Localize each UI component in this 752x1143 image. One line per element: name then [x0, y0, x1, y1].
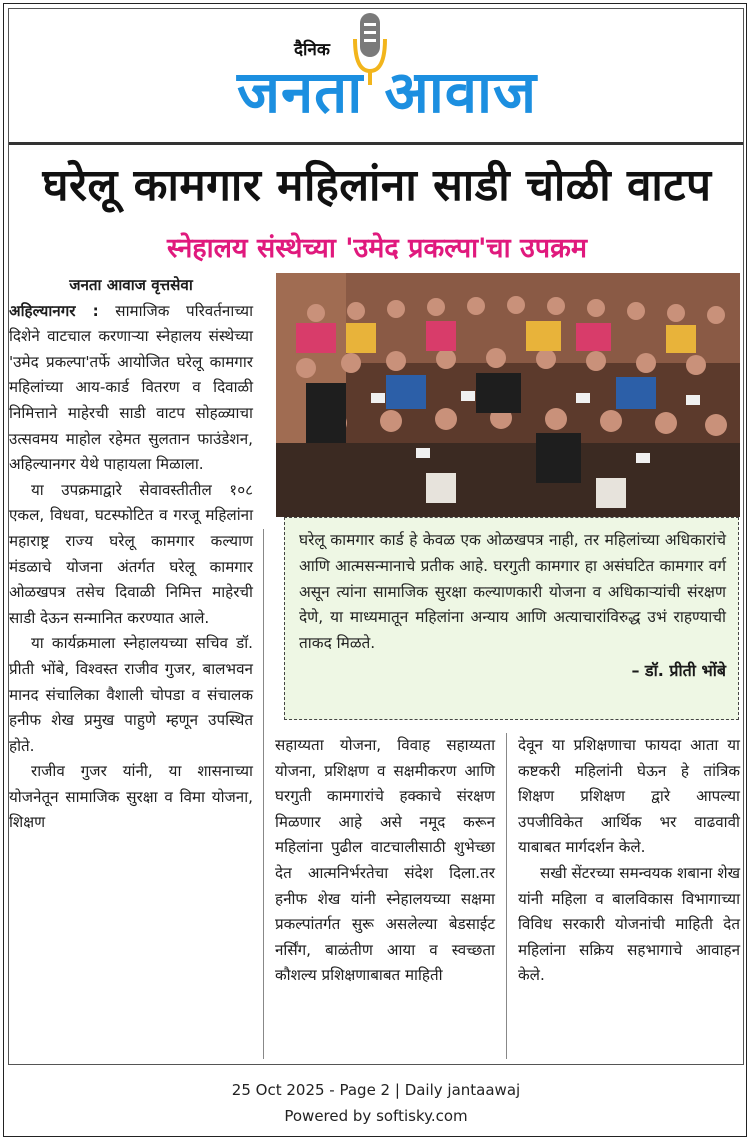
article-headline: घरेलू कामगार महिलांना साडी चोळी वाटप — [42, 160, 712, 211]
article-paragraph: सहाय्यता योजना, विवाह सहाय्यता योजना, प्रशिक्षण व सक्षमीकरण आणि घरगुती कामगारांचे हक्काचे संरक्षण मिळणार आहे असे नमूद करून महिलांना पुढील वाटचालीसाठी शुभेच्छा देत आत्मनिर्भरतेचा संदेश दिला.तर हनीफ शेख यांनी स्नेहालयच्या सक्षमा प्रकल्पांतर्गत सुरू असलेल्या बेडसाईट नर्सिंग, बाळंतीण आया व स्वच्छता कौशल्य प्रशिक्षणाबाबत माहिती — [275, 736, 495, 985]
article-column-2 — [275, 733, 495, 989]
masthead-divider — [9, 142, 744, 145]
group-photo — [276, 273, 740, 517]
article-byline: जनता आवाज वृत्तसेवा — [69, 276, 193, 294]
column-divider — [506, 733, 507, 1059]
article-column-3 — [518, 733, 740, 989]
masthead — [9, 9, 744, 144]
page-footer — [0, 1077, 752, 1129]
pull-quote-box — [284, 517, 739, 720]
article-paragraph — [9, 299, 253, 478]
article-paragraph: देवून या प्रशिक्षणाचा फायदा आता या कष्टकरी महिलांनी घेऊन हे तांत्रिक शिक्षण प्रशिक्षण द्वारे आपल्या उपजीविकेत आर्थिक भर वाढवावी याबाबत मार्गदर्शन केले. — [518, 736, 740, 857]
article-paragraph-text: सामाजिक परिवर्तनाच्या दिशेने वाटचाल करणाऱ्या स्नेहालय संस्थेच्या 'उमेद प्रकल्पा'तर्फे आयोजित घरेलू कामगार महिलांच्या आय-कार्ड वितरण व दिवाळी निमित्ताने माहेरची साडी वाटप सोहळ्याचा उत्सवमय माहोल रहेमत सुलतान फाउंडेशन, अहिल्यानगर येथे पाहायला मिळाला. — [9, 301, 254, 474]
footer-date-page: 25 Oct 2025 - Page 2 | Daily jantaawaj — [231, 1081, 521, 1099]
newspaper-page — [8, 8, 744, 1065]
article-paragraph: राजीव गुजर यांनी, या शासनाच्या योजनेतून सामाजिक सुरक्षा व विमा योजना, शिक्षण — [9, 762, 253, 832]
column-divider — [263, 529, 264, 1059]
article-subheadline: स्नेहालय संस्थेच्या 'उमेद प्रकल्पा'चा उपक्रम — [167, 233, 587, 264]
footer-powered-by[interactable]: Powered by softisky.com — [284, 1107, 468, 1125]
masthead-title: जनता आवाज — [236, 58, 538, 126]
article-paragraph: या उपक्रमाद्वारे सेवावस्तीतील १०८ एकल, विधवा, घटस्फोटित व गरजू महिलांना महाराष्ट्र राज्य घरेलू कामगार कल्याण मंडळाचे योजना अंतर्गत घरेलू कामगार ओळखपत्र तसेच दिवाळी निमित्त माहेरची साडी देऊन सन्मानित करण्यात आले. — [9, 480, 253, 627]
article-column-1 — [9, 273, 253, 836]
pull-quote-author: – डॉ. प्रीती भोंबे — [631, 660, 726, 680]
masthead-prefix: दैनिक — [294, 40, 330, 60]
article-paragraph: सखी सेंटरच्या समन्वयक शबाना शेख यांनी महिला व बालविकास विभागाच्या विविध सरकारी योजनांची माहिती देत महिलांना सक्रिय सहभागाचे आवाहन केले. — [518, 863, 740, 985]
article-paragraph: या कार्यक्रमाला स्नेहालयच्या सचिव डॉ. प्रीती भोंबे, विश्वस्त राजीव गुजर, बालभवन मानद संचालिका वैशाली चोपडा व संचालक हनीफ शेख प्रमुख पाहुणे म्हणून उपस्थित होते. — [9, 634, 253, 755]
pull-quote-text: घरेलू कामगार कार्ड हे केवळ एक ओळखपत्र नाही, तर महिलांच्या अधिकारांचे आणि आत्मसन्मानाचे प्रतीक आहे. घरगुती कामगार हा असंघटित कामगार वर्ग असून त्यांना सामाजिक सुरक्षा कल्याणकारी योजना व अधिकाऱ्यांची संरक्षण देणे, या माध्यमातून महिलांना अन्याय आणि अत्याचारांविरुद्ध उभं राहण्याची ताकद मिळते. — [299, 531, 726, 653]
article-dateline: अहिल्यानगर : — [9, 301, 99, 320]
